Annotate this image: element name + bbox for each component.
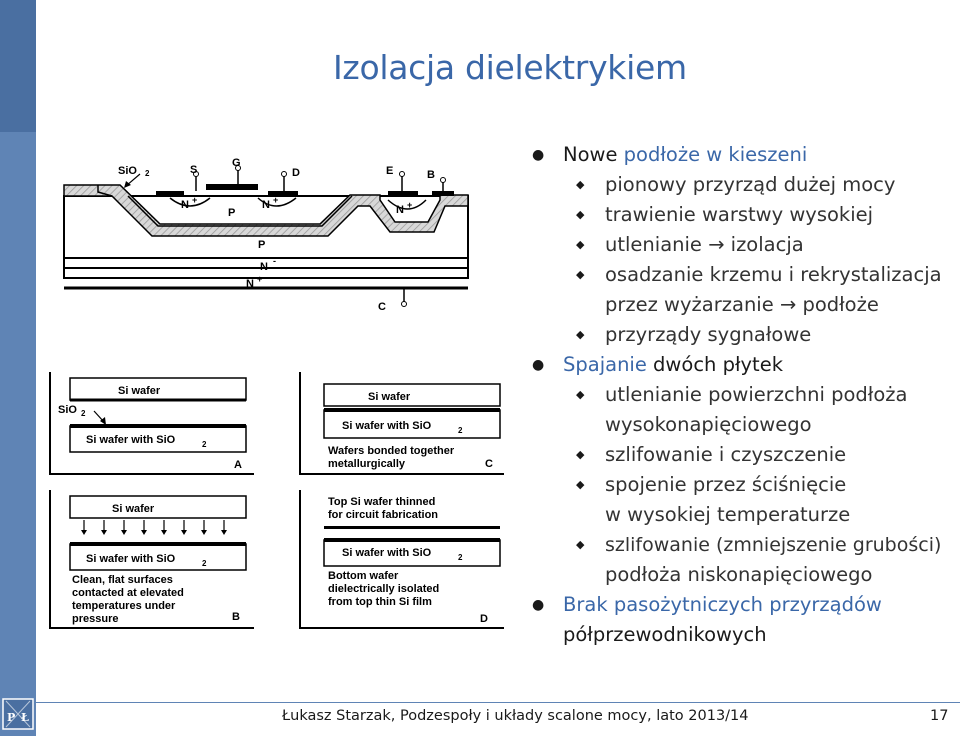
panel-a-tag: A: [234, 459, 242, 471]
panel-c: [300, 372, 504, 474]
diamond-bullet-icon: ◆: [576, 538, 585, 551]
panel-c-caption-1: Wafers bonded together: [328, 445, 455, 457]
plus-sign-3: +: [407, 200, 413, 210]
nplus-bottom-label: N: [246, 278, 254, 290]
bullet-dot-icon: ●: [532, 357, 545, 373]
nplus-label-1: N: [181, 199, 189, 211]
panel-b-caption-3: temperatures under: [72, 600, 176, 612]
base-label: B: [427, 169, 435, 181]
panel-b-caption-2: contacted at elevated: [72, 587, 184, 599]
panel-b-caption-1: Clean, flat surfaces: [72, 574, 173, 586]
plus-sign-1: +: [192, 195, 198, 205]
bullet-label-continuation: półprzewodnikowych: [563, 623, 767, 646]
nplus-label-2: N: [262, 199, 270, 211]
sub-bullet: [532, 200, 960, 230]
footer-text: Łukasz Starzak, Podzespoły i układy scalone mocy, lato 2013/14: [282, 708, 749, 724]
nminus-label: N: [260, 261, 268, 273]
source-label: S: [190, 164, 198, 176]
sub-bullet: [532, 260, 960, 290]
gate-label: G: [232, 157, 241, 169]
sub-bullet: [532, 530, 960, 560]
bullet-dot-icon: ●: [532, 147, 545, 163]
panel-d-middle-sub: 2: [458, 553, 463, 562]
bullet-continuation: [532, 620, 960, 650]
panel-b-bottom-sub: 2: [202, 559, 207, 568]
diamond-bullet-icon: ◆: [576, 178, 585, 191]
sub-bullet: [532, 170, 960, 200]
p-substrate-label: P: [258, 239, 266, 251]
diamond-bullet-icon: ◆: [576, 478, 585, 491]
sub-bullet: [532, 440, 960, 470]
panel-b: [50, 490, 254, 628]
panel-c-middle-wafer: Si wafer with SiO: [342, 420, 432, 432]
panel-d-middle-wafer: Si wafer with SiO: [342, 547, 432, 559]
sub-bullet-continuation: [532, 500, 960, 530]
sub-bullet-text: przyrządy sygnałowe: [605, 323, 812, 346]
panel-b-bottom-wafer: Si wafer with SiO: [86, 553, 176, 565]
slide-title: Izolacja dielektrykiem: [333, 48, 687, 87]
slide-footer: [0, 702, 960, 736]
bullet-list: [532, 140, 960, 650]
bullet-new-substrate: [532, 140, 960, 170]
diamond-bullet-icon: ◆: [576, 238, 585, 251]
panel-b-caption-4: pressure: [72, 613, 119, 625]
sub-bullet-text: trawienie warstwy wysokiej: [605, 203, 874, 226]
sub-bullet-text: osadzanie krzemu i rekrystalizacja: [605, 263, 942, 286]
panel-a-sio2-sub: 2: [81, 409, 86, 418]
sub-bullet-continuation: [532, 560, 960, 590]
bullet-no-parasitics: [532, 590, 960, 620]
bullet-label-prefix: Nowe: [563, 143, 624, 166]
minus-sign: -: [273, 256, 276, 266]
diamond-bullet-icon: ◆: [576, 388, 585, 401]
plus-sign-2: +: [273, 195, 279, 205]
sub-bullet-continuation: [532, 410, 960, 440]
nplus-label-3: N: [396, 204, 404, 216]
sub-bullet-continuation: [532, 290, 960, 320]
bullet-label-accent: Brak pasożytniczych przyrządów: [563, 593, 882, 616]
page-number: 17: [930, 708, 949, 724]
cross-section-diagram: [64, 157, 468, 313]
footer-divider: [36, 702, 960, 703]
pressure-arrows: [84, 520, 224, 530]
panel-d: [300, 490, 504, 628]
sio2-sub: 2: [145, 169, 150, 178]
sub-bullet: [532, 380, 960, 410]
panel-b-top-wafer: Si wafer: [112, 503, 155, 515]
panel-a-sio2: SiO: [58, 404, 77, 416]
dielectric-isolation-diagram: [40, 150, 520, 640]
sub-bullet-text: w wysokiej temperaturze: [605, 503, 851, 526]
sub-bullet-text: podłoża niskonapięciowego: [605, 563, 873, 586]
bullet-label-accent: podłoże w kieszeni: [623, 143, 808, 166]
panel-c-caption-2: metallurgically: [328, 458, 406, 470]
emitter-label: E: [386, 165, 394, 177]
panel-c-middle-sub: 2: [458, 426, 463, 435]
sub-bullet-text: przez wyżarzanie → podłoże: [605, 293, 879, 316]
bullet-wafer-bonding: [532, 350, 960, 380]
sub-bullet: [532, 230, 960, 260]
panel-a-bottom-sub: 2: [202, 440, 207, 449]
svg-text:P: P: [7, 711, 16, 724]
sub-bullet-text: wysokonapięciowego: [605, 413, 812, 436]
bullet-dot-icon: ●: [532, 597, 545, 613]
panel-d-caption-4: dielectrically isolated: [328, 583, 440, 595]
panel-c-top-wafer: Si wafer: [368, 391, 411, 403]
panel-b-tag: B: [232, 611, 240, 623]
sub-bullet-text: pionowy przyrząd dużej mocy: [605, 173, 896, 196]
left-accent-band: [0, 0, 36, 132]
panel-a: [50, 372, 254, 474]
panel-d-caption-3: Bottom wafer: [328, 570, 399, 582]
bullet-label-suffix: dwóch płytek: [646, 353, 783, 376]
panel-a-bottom-wafer: Si wafer with SiO: [86, 434, 176, 446]
sub-bullet: [532, 320, 960, 350]
sub-bullet-text: szlifowanie (zmniejszenie grubości): [605, 534, 942, 556]
panel-a-top-wafer: Si wafer: [118, 385, 161, 397]
p-pocket-label: P: [228, 207, 236, 219]
collector-label: C: [378, 301, 386, 313]
sub-bullet-text: szlifowanie i czyszczenie: [605, 443, 847, 466]
plus-sign-4: +: [257, 274, 263, 284]
diamond-bullet-icon: ◆: [576, 208, 585, 221]
sio2-label: SiO: [118, 165, 137, 177]
bullet-label-accent: Spajanie: [563, 353, 647, 376]
diamond-bullet-icon: ◆: [576, 448, 585, 461]
diamond-bullet-icon: ◆: [576, 268, 585, 281]
svg-text:Ł: Ł: [21, 711, 29, 724]
left-accent-bar: [0, 0, 36, 736]
panel-d-caption-1: Top Si wafer thinned: [328, 496, 436, 508]
panel-d-tag: D: [480, 613, 488, 625]
panel-c-tag: C: [485, 458, 493, 470]
diamond-bullet-icon: ◆: [576, 328, 585, 341]
sub-bullet-text: spojenie przez ściśnięcie: [605, 473, 847, 496]
drain-label: D: [292, 167, 300, 179]
sub-bullet-text: utlenianie powierzchni podłoża: [605, 383, 908, 406]
sub-bullet: [532, 470, 960, 500]
panel-d-caption-2: for circuit fabrication: [328, 509, 439, 521]
sub-bullet-text: utlenianie → izolacja: [605, 233, 804, 256]
panel-d-caption-5: from top thin Si film: [328, 596, 432, 608]
